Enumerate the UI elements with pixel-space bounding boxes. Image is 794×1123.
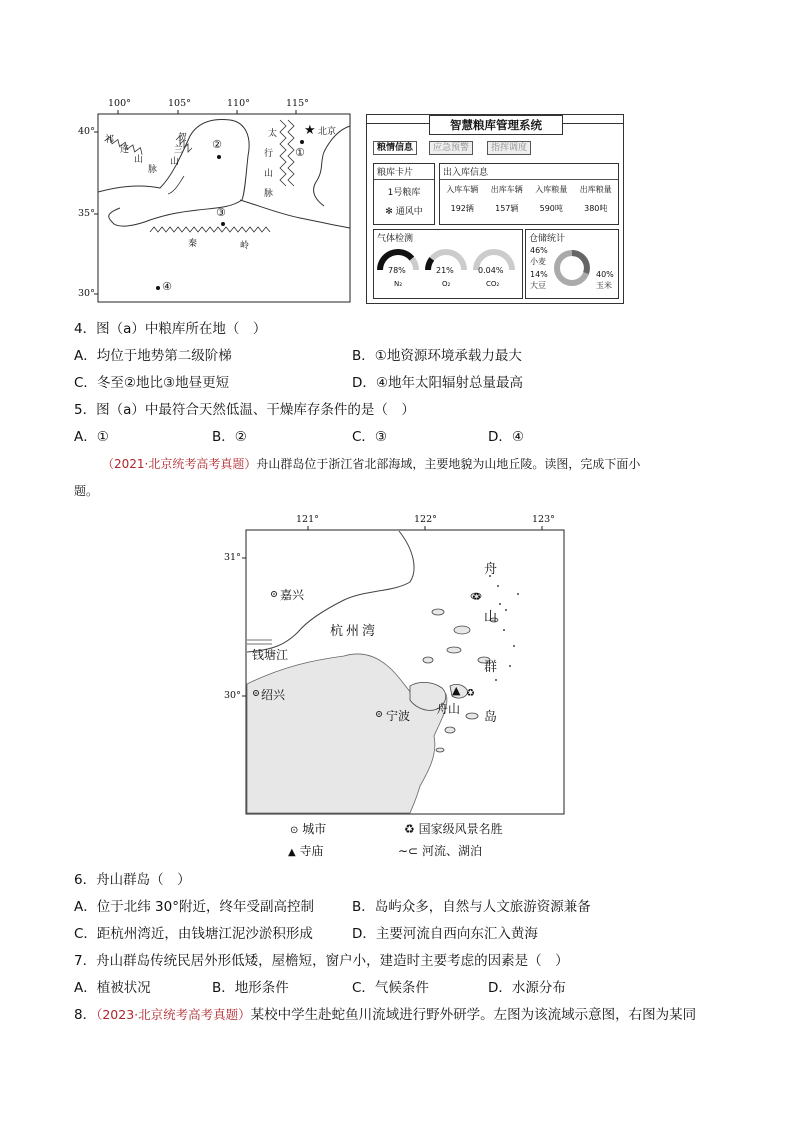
label-zhoushan-4: 岛	[484, 710, 498, 725]
qilian-char-2: 连	[120, 145, 130, 155]
io-value-in-vehicles: 192辆	[450, 204, 474, 213]
legend-scenic-icon: ♻	[404, 822, 415, 836]
helan-char-3: 山	[170, 157, 180, 167]
intro-text-1: 舟山群岛位于浙江省北部海域，主要地貌为山地丘陵。读图，完成下面小	[256, 457, 641, 471]
label-zhoushan-2: 山	[484, 610, 498, 625]
io-value-in-grain: 590吨	[539, 204, 563, 213]
tab-grain-info[interactable]: 粮情信息	[373, 141, 417, 155]
label-zhoushan-1: 舟	[484, 562, 498, 577]
qinling-char-1: 秦	[188, 239, 198, 249]
point-4: ④	[162, 280, 172, 293]
storage-soy-name: 大豆	[530, 281, 546, 290]
point-1: ①	[295, 146, 305, 159]
legend-river-label: 河流、湖泊	[421, 844, 482, 858]
grain-system-panel	[366, 114, 624, 304]
map-b-svg	[214, 510, 576, 818]
storage-soy-value: 14%	[530, 270, 548, 279]
io-header-out-grain: 出库粮量	[579, 185, 612, 194]
q5-option-d[interactable]: D．④	[488, 429, 524, 445]
legend-temple-icon: ▲	[288, 847, 296, 858]
gas-title: 气体检测	[377, 234, 414, 244]
legend-city-icon: ⊙	[290, 825, 299, 836]
q7-option-c[interactable]: C．气候条件	[352, 980, 429, 996]
io-value-out-grain: 380吨	[584, 204, 608, 213]
legend-city-label: 城市	[302, 822, 327, 836]
label-hangzhou-bay: 杭州湾	[330, 624, 379, 639]
io-header-in-grain: 入库粮量	[535, 185, 568, 194]
legend-temple-label: 寺庙	[299, 844, 324, 858]
label-zhoushan-small: 舟山	[436, 702, 461, 716]
q7-option-a[interactable]: A．植被状况	[74, 980, 151, 996]
lat-tick-30b: 30°	[224, 690, 241, 701]
io-values	[440, 203, 618, 214]
storage-corn-name: 玉米	[596, 281, 612, 290]
lat-tick-31: 31°	[224, 552, 241, 563]
lon-tick-115: 115°	[286, 98, 309, 109]
storage-box	[525, 229, 619, 299]
gas-n2-value: 78%	[388, 266, 406, 275]
q8-source: （2023·北京统考高考真题）	[96, 1007, 251, 1022]
legend-river	[398, 842, 482, 859]
io-value-out-vehicles: 157辆	[495, 204, 519, 213]
intro-line-2: 题。	[74, 484, 99, 498]
legend-scenic	[404, 820, 503, 837]
q6-option-a[interactable]: A．位于北纬 30°附近，终年受副高控制	[74, 899, 314, 915]
lon-tick-100: 100°	[108, 98, 131, 109]
gas-o2-name: O₂	[442, 280, 451, 288]
point-2: ②	[212, 138, 222, 151]
gas-n2-name: N₂	[394, 280, 403, 288]
taihang-char-1: 太	[268, 129, 278, 139]
legend-scenic-label: 国家级风景名胜	[418, 822, 503, 836]
gas-o2-value: 21%	[436, 266, 454, 275]
lon-tick-122: 122°	[414, 514, 437, 525]
q5-option-c[interactable]: C．③	[352, 429, 388, 445]
card-title: 粮库卡片	[374, 164, 434, 180]
q7-option-d[interactable]: D．水源分布	[488, 980, 566, 996]
storage-title: 仓储统计	[529, 234, 566, 244]
lat-tick-35: 35°	[78, 208, 95, 219]
q4-option-d[interactable]: D．④地年太阳辐射总量最高	[352, 375, 523, 391]
tab-emergency[interactable]: 应急预警	[429, 141, 473, 155]
q5-option-a[interactable]: A．①	[74, 429, 109, 445]
label-zhoushan-3: 群	[484, 660, 498, 675]
io-headers	[440, 184, 618, 195]
storage-corn-value: 40%	[596, 270, 614, 279]
city-jiaxing: 嘉兴	[280, 588, 305, 602]
q5-stem: 5．图（a）中最符合天然低温、干燥库存条件的是（ ）	[74, 402, 415, 418]
q7-stem: 7．舟山群岛传统民居外形低矮，屋檐短，窗户小，建造时主要考虑的因素是（ ）	[74, 953, 569, 969]
q4-option-c[interactable]: C．冬至②地比③地昼更短	[74, 375, 230, 391]
storage-wheat-name: 小麦	[530, 257, 546, 266]
lat-tick-40: 40°	[78, 126, 95, 137]
legend-city	[290, 820, 326, 837]
q5-option-b[interactable]: B．②	[212, 429, 247, 445]
card-status: 通风中	[395, 207, 423, 217]
taihang-char-4: 脉	[264, 189, 274, 199]
label-qiantang: 钱塘江	[252, 648, 289, 662]
q4-stem: 4．图（a）中粮库所在地（ ）	[74, 321, 267, 337]
lon-tick-123: 123°	[532, 514, 555, 525]
lon-tick-121: 121°	[296, 514, 319, 525]
helan-char-2: 兰	[174, 145, 184, 155]
lon-tick-105: 105°	[168, 98, 191, 109]
q6-option-b[interactable]: B．岛屿众多，自然与人文旅游资源兼备	[352, 899, 591, 915]
map-a	[80, 96, 355, 306]
legend-river-icon: ∼⊂	[398, 844, 419, 858]
gauge-o2-fill	[428, 259, 432, 270]
q8-text: 某校中学生赴蛇鱼川流域进行野外研学。左图为该流域示意图，右图为某同	[250, 1007, 697, 1023]
q6-option-c[interactable]: C．距杭州湾近，由钱塘江泥沙淤积形成	[74, 926, 313, 942]
qilian-char-4: 脉	[148, 165, 158, 175]
legend-temple	[288, 842, 324, 859]
beijing-star-icon: ★	[304, 123, 316, 138]
map-a-svg	[80, 96, 355, 306]
card-box	[373, 163, 435, 225]
gas-co2-value: 0.04%	[478, 266, 504, 275]
q6-stem: 6．舟山群岛（ ）	[74, 872, 191, 888]
io-box	[439, 163, 619, 225]
intro-line-1	[102, 455, 640, 473]
intro-source: （2021·北京统考高考真题）	[102, 457, 257, 471]
q4-option-a[interactable]: A．均位于地势第二级阶梯	[74, 348, 232, 364]
qilian-char-3: 山	[134, 155, 144, 165]
city-ningbo: 宁波	[386, 709, 411, 723]
scenic-icon: ♻	[466, 688, 475, 699]
taihang-char-2: 行	[264, 149, 274, 159]
card-name: 1号粮库	[387, 188, 421, 198]
qilian-char-1: 祁	[105, 135, 115, 145]
io-title: 出入库信息	[440, 164, 618, 180]
gas-co2-name: CO₂	[486, 280, 500, 288]
helan-char-1: 贺	[178, 133, 188, 143]
city-shaoxing: 绍兴	[261, 688, 286, 702]
map-b	[214, 510, 576, 818]
gas-box	[373, 229, 523, 299]
fan-icon: ✻	[385, 207, 393, 217]
storage-wheat-value: 46%	[530, 246, 548, 255]
beijing-label: 北京	[318, 127, 337, 137]
qinling-char-2: 岭	[240, 241, 250, 251]
lon-tick-110: 110°	[227, 98, 250, 109]
q8-num: 8．	[74, 1007, 97, 1023]
lat-tick-30: 30°	[78, 288, 95, 299]
temple-icon: ▲	[452, 684, 461, 697]
q6-option-d[interactable]: D．主要河流自西向东汇入黄海	[352, 926, 538, 942]
io-header-out-vehicles: 出库车辆	[490, 185, 523, 194]
q7-option-b[interactable]: B．地形条件	[212, 980, 289, 996]
io-header-in-vehicles: 入库车辆	[446, 185, 479, 194]
q8-line	[74, 1006, 696, 1024]
panel-title: 智慧粮库管理系统	[429, 115, 563, 135]
scenic-icon-2: ♻	[472, 592, 481, 603]
point-3: ③	[216, 206, 226, 219]
tab-command[interactable]: 指挥调度	[487, 141, 531, 155]
taihang-char-3: 山	[264, 169, 274, 179]
card-status-row	[374, 204, 434, 217]
q4-option-b[interactable]: B．①地资源环境承载力最大	[352, 348, 522, 364]
